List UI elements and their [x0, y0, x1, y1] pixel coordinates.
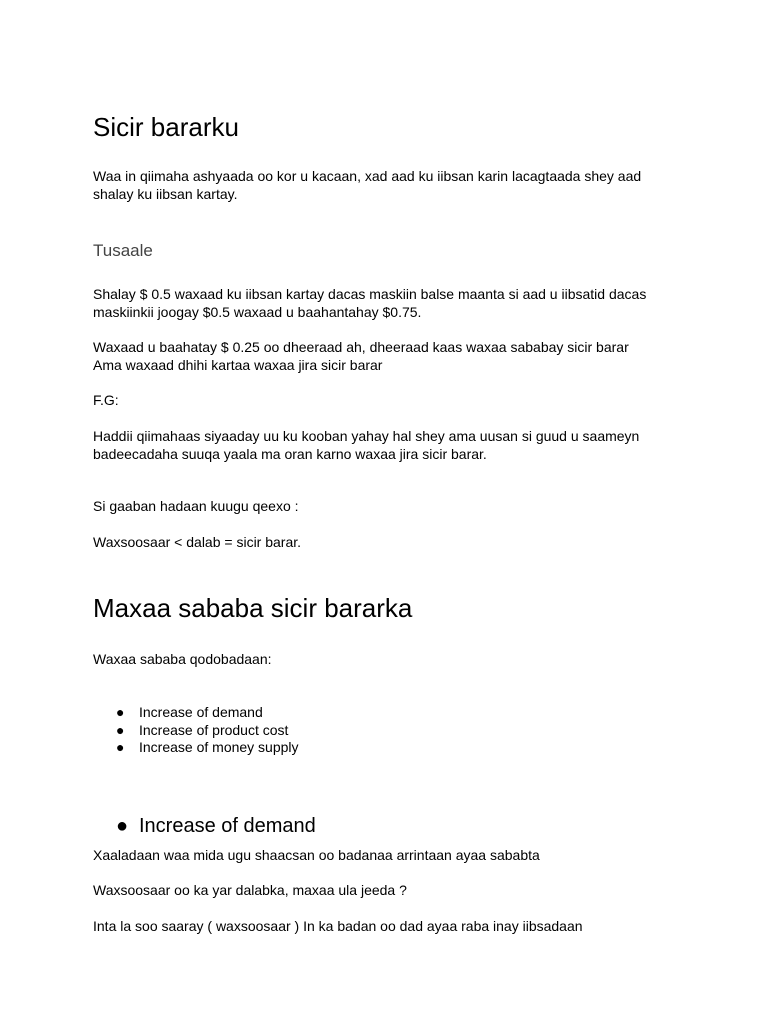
- inflation-definition: Waa in qiimaha ashyaada oo kor u kacaan, xad aad ku iibsan karin lacagtaada shey aad shalay ku iibsan kartay.: [93, 168, 642, 202]
- demand-paragraph-1: Xaaladaan waa mida ugu shaacsan oo badanaa arrintaan ayaa sababta: [93, 847, 540, 863]
- list-item: [93, 739, 299, 757]
- example-paragraph-2-line-2: Ama waxaad dhihi kartaa waxaa jira sicir barar: [93, 356, 383, 373]
- bullet-icon: ●: [116, 704, 125, 720]
- list-item-label: Increase of demand: [139, 704, 263, 720]
- example-paragraph-2-line-1: Waxaad u baahatay $ 0.25 oo dheeraad ah, dheeraad kaas waxaa sababay sicir barar: [93, 339, 629, 355]
- causes-intro: Waxaa sababa qodobadaan:: [93, 651, 272, 667]
- demand-paragraph-3: Inta la soo saaray ( waxsoosaar ) In ka badan oo dad ayaa raba inay iibsadaan: [93, 918, 583, 934]
- list-item: [93, 722, 299, 740]
- demand-paragraph-2: Waxsoosaar oo ka yar dalabka, maxaa ula jeeda ?: [93, 882, 407, 898]
- causes-list: [93, 704, 299, 757]
- list-item: [93, 704, 299, 722]
- example-heading: Tusaale: [93, 241, 153, 260]
- section-title-causes: Maxaa sababa sicir bararka: [93, 593, 413, 623]
- list-item-label: Increase of product cost: [139, 721, 289, 738]
- example-paragraph-1: Shalay $ 0.5 waxaad ku iibsan kartay dacas maskiin balse maanta si aad u iibsatid dacas maskiinkii joogay $0.5 waxaad u baahantahay $0.75.: [93, 286, 647, 320]
- bullet-icon: ●: [116, 815, 129, 837]
- subheading-label: Increase of demand: [139, 815, 316, 837]
- note-paragraph: Haddii qiimahaas siyaaday uu ku kooban yahay hal shey ama uusan si guud u saameyn badeecadaha suuqa yaala ma oran karno waxaa jira sicir barar.: [93, 428, 640, 462]
- bullet-icon: ●: [116, 721, 125, 738]
- summary-intro: Si gaaban hadaan kuugu qeexo :: [93, 498, 299, 514]
- bullet-icon: ●: [116, 739, 125, 755]
- subheading-increase-of-demand: [93, 814, 316, 838]
- fg-label: F.G:: [93, 392, 119, 408]
- list-item-label: Increase of money supply: [139, 739, 299, 755]
- section-title-inflation: Sicir bararku: [93, 112, 239, 142]
- inflation-formula: Waxsoosaar < dalab = sicir barar.: [93, 534, 302, 550]
